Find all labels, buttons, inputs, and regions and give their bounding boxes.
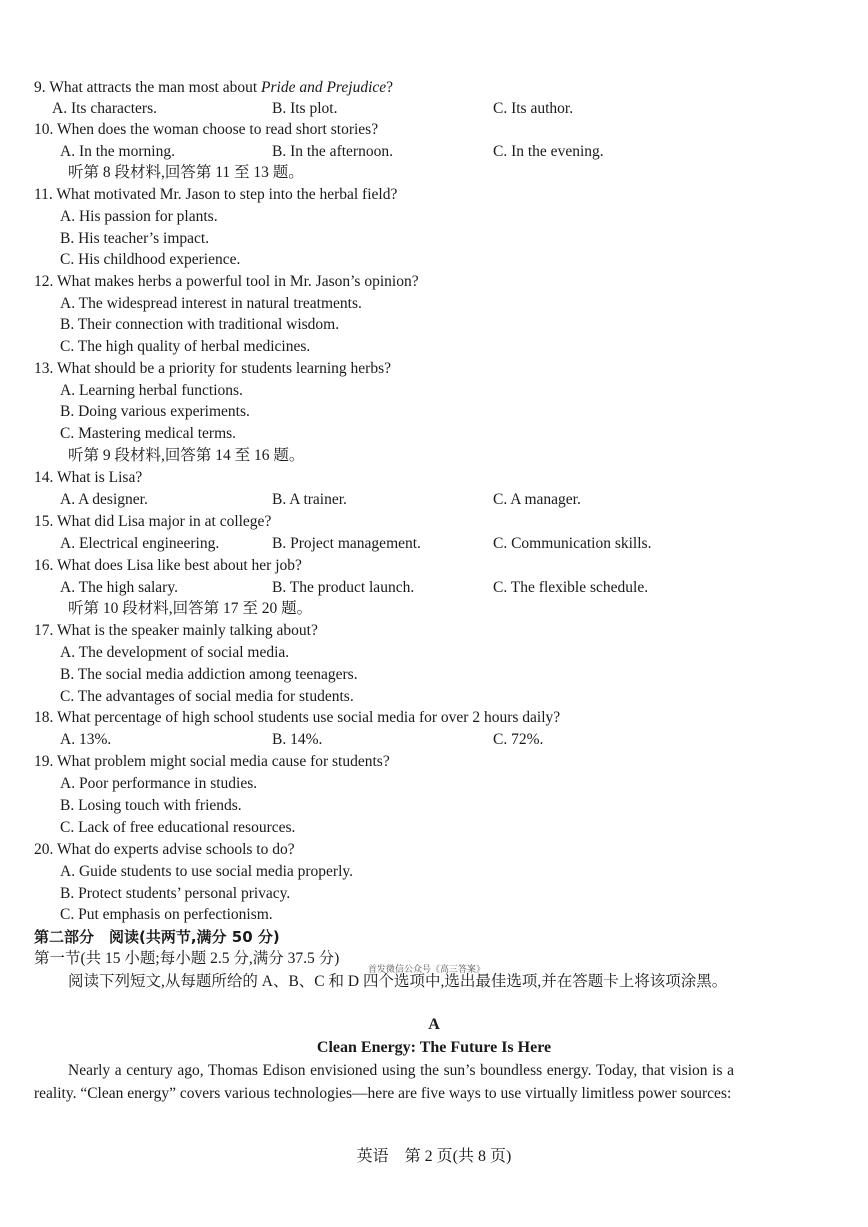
q10-option-a: A. In the morning. [60,143,175,160]
q20-option-c: C. Put emphasis on perfectionism. [60,906,273,923]
q18-option-a: A. 13%. [60,731,112,748]
question-11: 11. What motivated Mr. Jason to step into the herbal field? [34,186,398,203]
question-10: 10. When does the woman choose to read short stories? [34,121,379,138]
q10-option-b: B. In the afternoon. [272,143,393,160]
q17-option-a: A. The development of social media. [60,644,290,661]
q18-option-b: B. 14%. [272,731,323,748]
question-13: 13. What should be a priority for students learning herbs? [34,360,392,377]
q11-option-a: A. His passion for plants. [60,208,218,225]
q14-option-b: B. A trainer. [272,491,347,508]
reading-directions: 阅读下列短文,从每题所给的 A、B、C 和 D 四个选项中,选出最佳选项,并在答题卡上将该项涂黑。 [68,973,728,990]
q19-option-a: A. Poor performance in studies. [60,775,258,792]
q9-option-b: B. Its plot. [272,100,338,117]
q11-option-b: B. His teacher’s impact. [60,230,210,247]
q9-option-a: A. Its characters. [52,100,158,117]
q15-option-b: B. Project management. [272,535,421,552]
q13-option-b: B. Doing various experiments. [60,403,250,420]
question-12: 12. What makes herbs a powerful tool in Mr. Jason’s opinion? [34,273,419,290]
q14-option-a: A. A designer. [60,491,148,508]
q13-option-a: A. Learning herbal functions. [60,382,243,399]
passage-title: Clean Energy: The Future Is Here [316,1039,552,1056]
q16-option-b: B. The product launch. [272,579,415,596]
q17-option-c: C. The advantages of social media for students. [60,688,354,705]
page-footer: 英语 第 2 页(共 8 页) [356,1148,512,1165]
q16-option-c: C. The flexible schedule. [493,579,649,596]
q19-option-b: B. Losing touch with friends. [60,797,242,814]
q11-option-c: C. His childhood experience. [60,251,241,268]
q15-option-a: A. Electrical engineering. [60,535,220,552]
listening-instruction-8: 听第 8 段材料,回答第 11 至 13 题。 [68,164,304,181]
q13-option-c: C. Mastering medical terms. [60,425,237,442]
q12-option-b: B. Their connection with traditional wisdom. [60,316,340,333]
q17-option-b: B. The social media addiction among teenagers. [60,666,358,683]
q20-option-a: A. Guide students to use social media properly. [60,863,354,880]
question-16: 16. What does Lisa like best about her job? [34,557,302,574]
listening-instruction-9: 听第 9 段材料,回答第 14 至 16 题。 [68,447,305,464]
watermark-text: 首发微信公众号《高三答案》 [368,964,486,974]
q16-option-a: A. The high salary. [60,579,178,596]
question-20: 20. What do experts advise schools to do? [34,841,295,858]
question-19: 19. What problem might social media cause for students? [34,753,390,770]
section1-heading: 第一节(共 15 小题;每小题 2.5 分,满分 37.5 分) [34,950,340,967]
q12-option-a: A. The widespread interest in natural treatments. [60,295,362,312]
question-9: 9. What attracts the man most about Pride and Prejudice? [34,79,394,96]
q15-option-c: C. Communication skills. [493,535,652,552]
q10-option-c: C. In the evening. [493,143,604,160]
q12-option-c: C. The high quality of herbal medicines. [60,338,311,355]
passage-letter: A [428,1016,440,1033]
question-14: 14. What is Lisa? [34,469,143,486]
q9-option-c: C. Its author. [493,100,574,117]
question-15: 15. What did Lisa major in at college? [34,513,272,530]
q19-option-c: C. Lack of free educational resources. [60,819,296,836]
question-18: 18. What percentage of high school students use social media for over 2 hours daily? [34,709,561,726]
q14-option-c: C. A manager. [493,491,581,508]
part2-heading: 第二部分 阅读(共两节,满分 50 分) [34,928,280,946]
q18-option-c: C. 72%. [493,731,544,748]
q20-option-b: B. Protect students’ personal privacy. [60,885,291,902]
listening-instruction-10: 听第 10 段材料,回答第 17 至 20 题。 [68,600,313,617]
passage-paragraph: Nearly a century ago, Thomas Edison envisioned using the sun’s boundless energy. Today, that vision is a reality. “Clean energy” covers various technologies—here are five ways to use virtually limitless power sources: [34,1062,734,1102]
question-17: 17. What is the speaker mainly talking about? [34,622,318,639]
